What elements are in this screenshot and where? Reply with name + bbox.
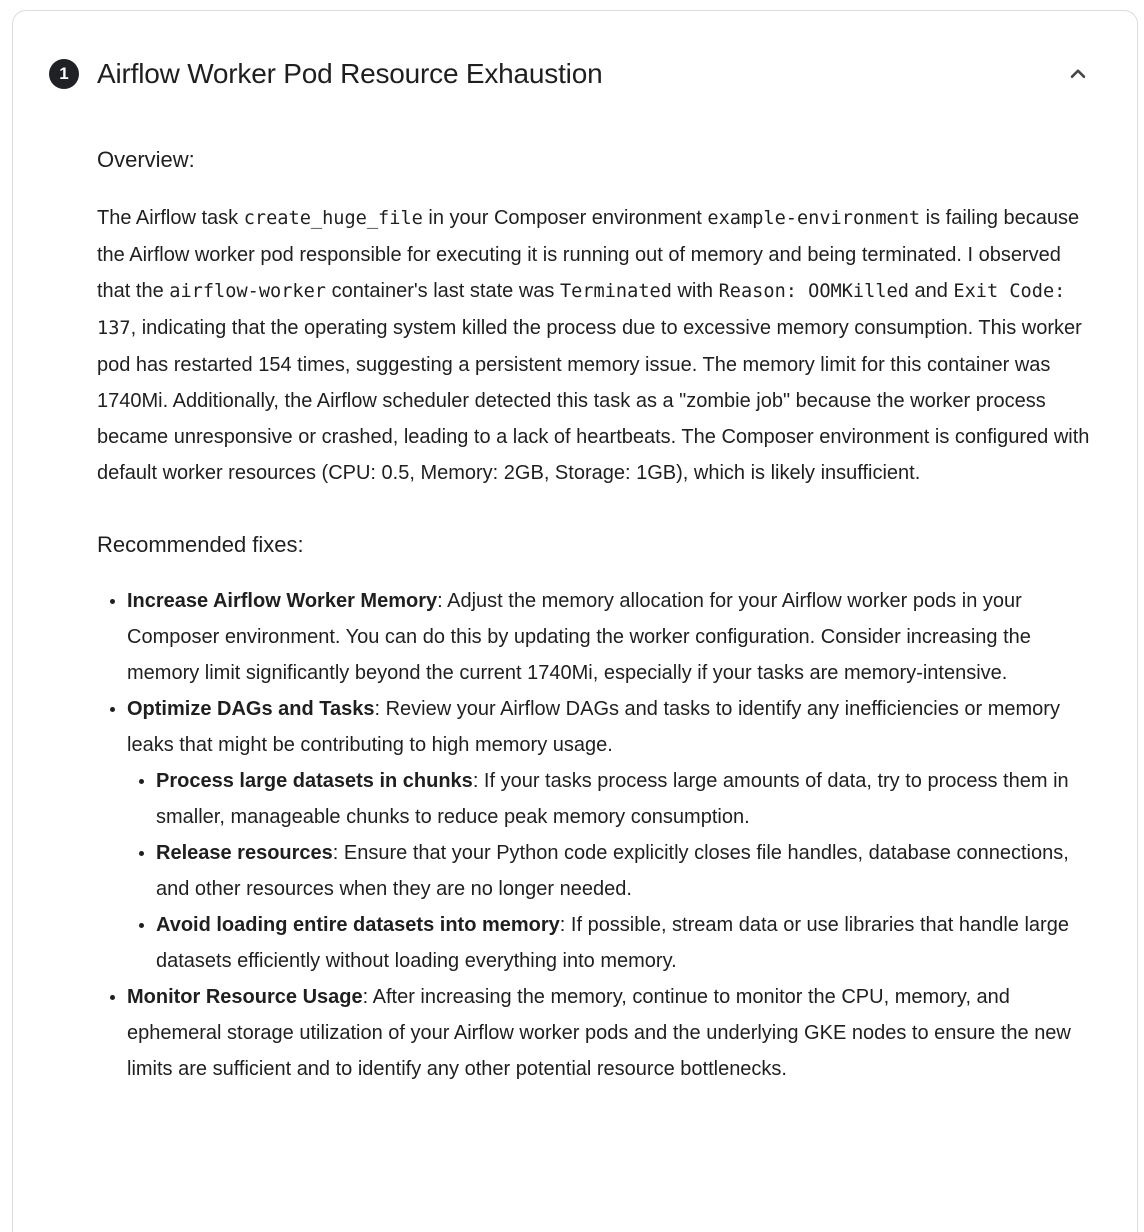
- bold-text: Avoid loading entire datasets into memory: [156, 914, 560, 936]
- fixes-list: [97, 583, 1097, 1087]
- collapse-button[interactable]: [1063, 59, 1093, 89]
- overview-heading: Overview:: [97, 147, 195, 172]
- issue-number-badge: 1: [49, 59, 79, 89]
- bold-text: Process large datasets in chunks: [156, 770, 473, 792]
- inline-code: Reason: OOMKilled: [718, 281, 909, 302]
- fix-item: • Optimize DAGs and Tasks: Review your Airflow DAGs and tasks to identify any inefficiencies or memory leaks that might be contributing to high memory usage. • Process large datasets in chunks: If your tasks process large amounts of data, try to process them in smaller, manageable chunks to reduce peak memory consumption. • Release resources: Ensure that your Python code explicitly closes file handles, database connections, and other resources when they are no longer needed. • Avoid loading entire datasets into memory: If possible, stream data or use libraries that handle large datasets efficiently without loading everything into memory.: [127, 691, 1097, 979]
- inline-code: airflow-worker: [169, 281, 327, 302]
- issue-card-body: [13, 146, 1137, 1167]
- chevron-up-icon: [1065, 61, 1091, 87]
- bold-text: Monitor Resource Usage: [127, 986, 363, 1008]
- bold-text: Release resources: [156, 842, 333, 864]
- inline-code: Terminated: [559, 281, 672, 302]
- bold-text: Increase Airflow Worker Memory: [127, 590, 438, 612]
- overview-paragraph: The Airflow task create_huge_file in your Composer environment example-environment is failing because the Airflow worker pod responsible for executing it is running out of memory and being terminated. I observed that the airflow-worker container's last state was Terminated with Reason: OOMKilled and Exit Code: 137, indicating that the operating system killed the process due to excessive memory consumption. This worker pod has restarted 154 times, suggesting a persistent memory issue. The memory limit for this container was 1740Mi. Additionally, the Airflow scheduler detected this task as a "zombie job" because the worker process became unresponsive or crashed, leading to a lack of heartbeats. The Composer environment is configured with default worker resources (CPU: 0.5, Memory: 2GB, Storage: 1GB), which is likely insufficient.: [97, 207, 1090, 484]
- inline-code: Exit Code: 137: [97, 281, 1066, 339]
- issue-title: Airflow Worker Pod Resource Exhaustion: [97, 58, 603, 89]
- issue-card: [12, 10, 1138, 1232]
- issue-card-header[interactable]: [13, 11, 1137, 89]
- fix-item: • Monitor Resource Usage: After increasing the memory, continue to monitor the CPU, memory, and ephemeral storage utilization of your Airflow worker pods and the underlying GKE nodes to ensure the new limits are sufficient and to identify any other potential resource bottlenecks.: [127, 979, 1097, 1087]
- fix-item: • Release resources: Ensure that your Python code explicitly closes file handles, database connections, and other resources when they are no longer needed.: [156, 835, 1097, 907]
- fix-item: • Process large datasets in chunks: If your tasks process large amounts of data, try to process them in smaller, manageable chunks to reduce peak memory consumption.: [156, 763, 1097, 835]
- inline-code: create_huge_file: [243, 208, 423, 229]
- inline-code: example-environment: [707, 208, 921, 229]
- bold-text: Optimize DAGs and Tasks: [127, 698, 375, 720]
- fix-item: • Avoid loading entire datasets into memory: If possible, stream data or use libraries that handle large datasets efficiently without loading everything into memory.: [156, 907, 1097, 979]
- fix-sublist: [127, 763, 1097, 979]
- fix-item: • Increase Airflow Worker Memory: Adjust the memory allocation for your Airflow worker pods in your Composer environment. You can do this by updating the worker configuration. Consider increasing the memory limit significantly beyond the current 1740Mi, especially if your tasks are memory-intensive.: [127, 583, 1097, 691]
- fixes-heading: Recommended fixes:: [97, 532, 304, 557]
